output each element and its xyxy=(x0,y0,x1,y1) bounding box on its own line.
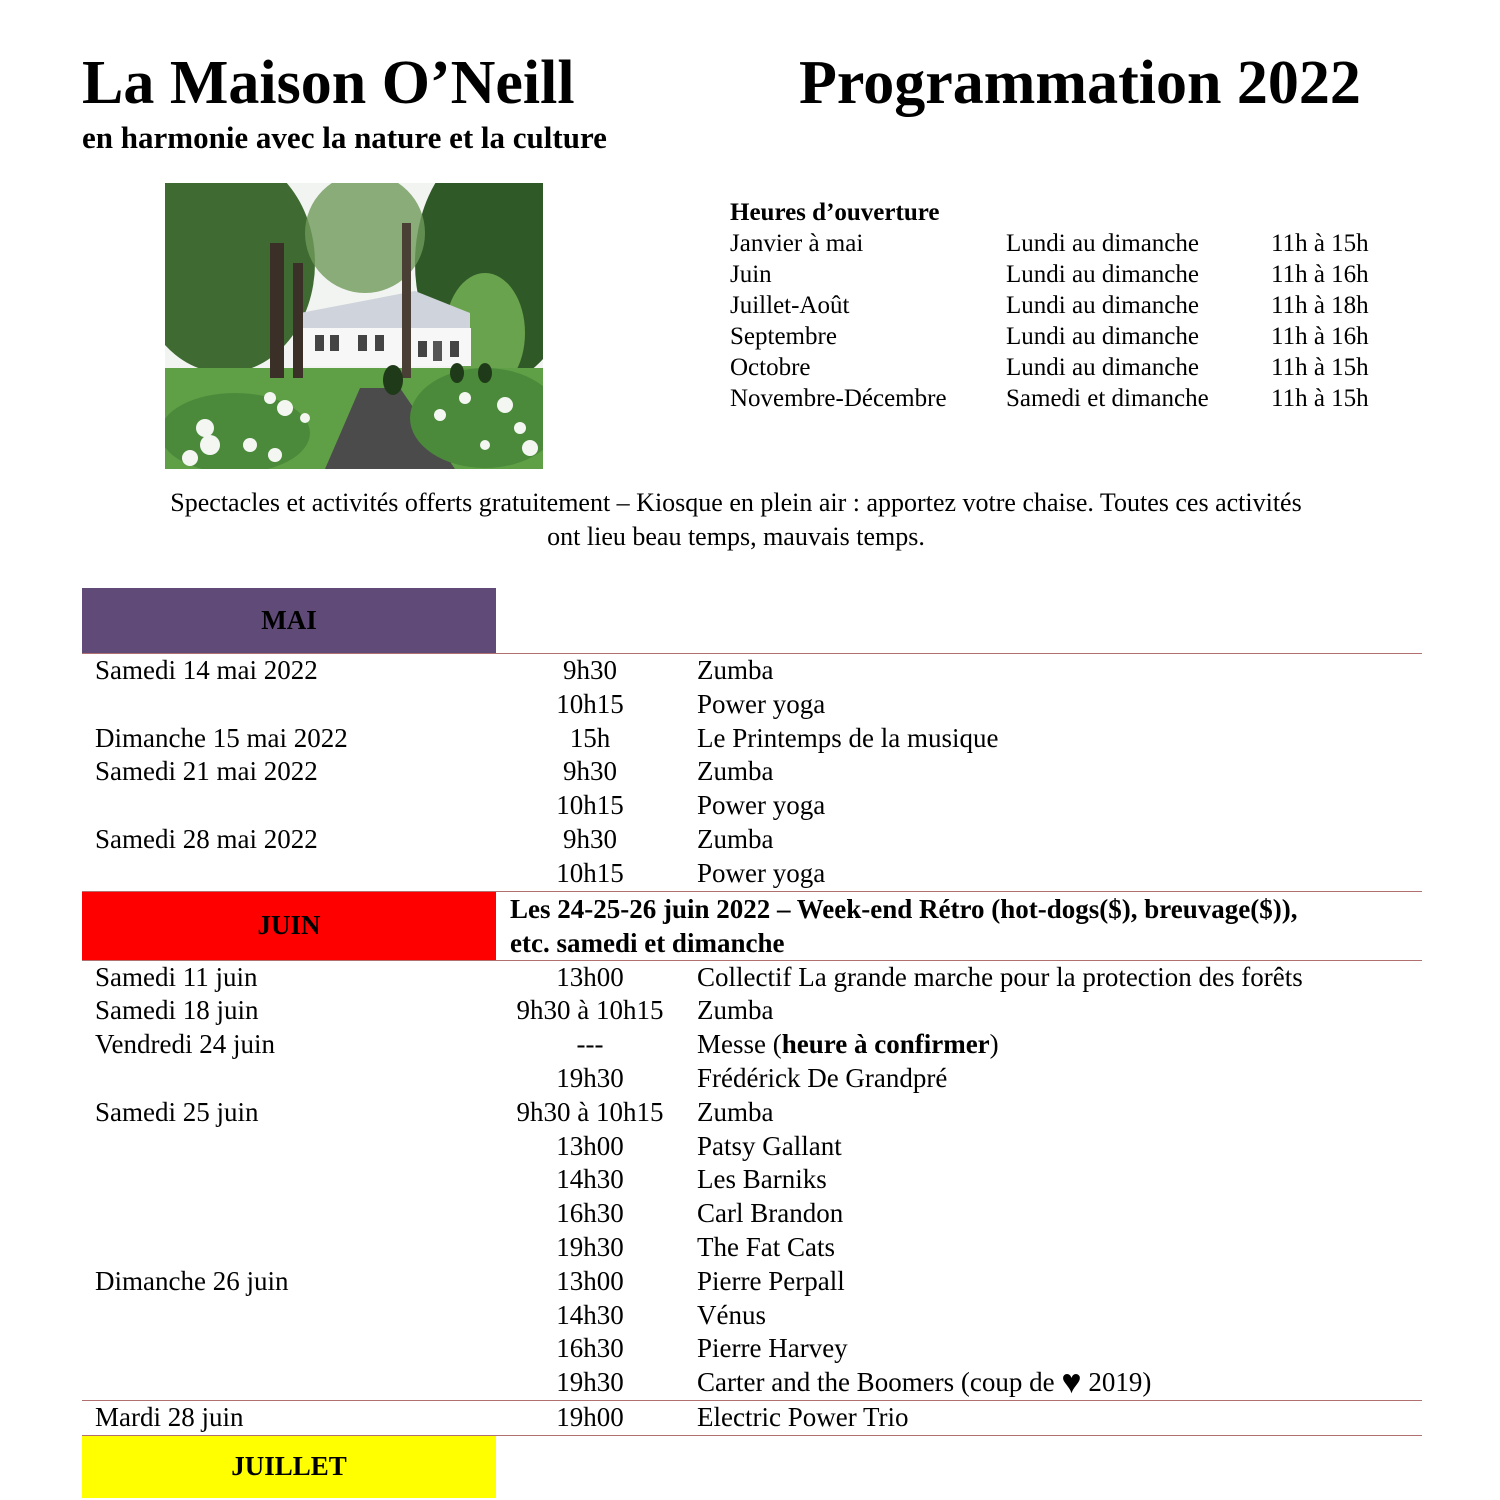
table-row xyxy=(82,1062,1422,1096)
event-time: 14h30 xyxy=(556,1164,624,1195)
event-time: 13h00 xyxy=(556,961,624,992)
event-date xyxy=(82,1062,496,1096)
event-time: 10h15 xyxy=(556,857,624,888)
event-time: 13h00 xyxy=(556,1130,624,1161)
event-time: 10h15 xyxy=(556,790,624,821)
juin-note-line-1: Les 24-25-26 juin 2022 – Week-end Rétro (hot-dogs($), breuvage($)), xyxy=(510,893,1298,924)
hours-row xyxy=(730,259,1369,290)
event-time: 19h30 xyxy=(556,1367,624,1398)
event-date xyxy=(82,1130,496,1164)
month-note-juin xyxy=(496,892,1422,960)
table-row xyxy=(82,789,1422,823)
event-date: Vendredi 24 juin xyxy=(95,1029,275,1060)
event-activity: The Fat Cats xyxy=(697,1231,835,1262)
event-activity: Zumba xyxy=(697,655,774,685)
hours-period: Juin xyxy=(730,261,772,288)
event-date xyxy=(82,789,496,823)
hours-period: Septembre xyxy=(730,323,837,350)
event-time: 16h30 xyxy=(556,1198,624,1229)
hours-days: Lundi au dimanche xyxy=(1006,323,1199,350)
hours-period: Janvier à mai xyxy=(730,230,864,257)
table-row xyxy=(82,1265,1422,1299)
event-date: Samedi 25 juin xyxy=(95,1096,259,1127)
event-activity: Power yoga xyxy=(697,857,826,888)
event-activity: Les Barniks xyxy=(697,1164,827,1195)
event-date xyxy=(82,688,496,722)
event-activity: Zumba xyxy=(697,995,774,1026)
event-activity: Electric Power Trio xyxy=(697,1401,909,1432)
event-date: Dimanche 15 mai 2022 xyxy=(95,722,348,753)
table-row xyxy=(82,1028,1422,1062)
event-time: 10h15 xyxy=(556,688,624,719)
event-activity: Pierre Perpall xyxy=(697,1265,845,1296)
event-activity: Zumba xyxy=(697,823,774,854)
page-title: La Maison O’Neill xyxy=(82,49,575,117)
event-time: 16h30 xyxy=(556,1333,624,1364)
event-date: Samedi 14 mai 2022 xyxy=(95,655,318,685)
event-time: 9h30 xyxy=(563,655,617,685)
hours-time: 11h à 15h xyxy=(1271,230,1369,257)
event-activity: Power yoga xyxy=(697,688,826,719)
event-date xyxy=(82,1163,496,1197)
opening-hours xyxy=(730,197,1369,414)
hours-row xyxy=(730,290,1369,321)
table-row xyxy=(82,1366,1422,1401)
table-row xyxy=(82,1096,1422,1130)
hours-time: 11h à 16h xyxy=(1271,261,1369,288)
program-title: Programmation 2022 xyxy=(799,49,1361,117)
notice-line-2: ont lieu beau temps, mauvais temps. xyxy=(547,522,925,551)
table-row xyxy=(82,1299,1422,1333)
event-activity: Le Printemps de la musique xyxy=(697,722,999,753)
schedule-table xyxy=(82,588,1422,1498)
table-row xyxy=(82,755,1422,789)
month-header-juillet xyxy=(82,1436,1422,1498)
event-activity: Zumba xyxy=(697,756,774,787)
event-time: --- xyxy=(576,1029,604,1060)
event-time: 19h30 xyxy=(556,1062,624,1093)
house-photo xyxy=(165,183,543,469)
event-time: 13h00 xyxy=(556,1265,624,1296)
table-row xyxy=(82,1130,1422,1164)
month-label-juillet: JUILLET xyxy=(82,1436,496,1498)
subtitle: en harmonie avec la nature et la culture xyxy=(82,120,607,155)
event-time: 14h30 xyxy=(556,1299,624,1330)
hours-days: Lundi au dimanche xyxy=(1006,230,1199,257)
table-row xyxy=(82,994,1422,1028)
notice-line-1: Spectacles et activités offerts gratuitement – Kiosque en plein air : apportez votre chaise. Toutes ces activités xyxy=(170,488,1302,517)
event-date xyxy=(82,857,496,891)
event-date xyxy=(82,1197,496,1231)
event-activity: Vénus xyxy=(697,1299,766,1330)
month-note-mai xyxy=(496,588,1422,653)
event-time: 9h30 à 10h15 xyxy=(516,995,664,1026)
hours-row xyxy=(730,352,1369,383)
hours-period: Novembre-Décembre xyxy=(730,385,947,412)
event-date: Samedi 21 mai 2022 xyxy=(95,756,318,787)
event-date xyxy=(82,1366,496,1400)
hours-row xyxy=(730,383,1369,414)
month-label-juin: JUIN xyxy=(82,892,496,960)
hours-time: 11h à 15h xyxy=(1271,385,1369,412)
table-row xyxy=(82,1163,1422,1197)
juin-note-line-2: etc. samedi et dimanche xyxy=(510,927,785,958)
month-header-juin xyxy=(82,891,1422,961)
event-activity: Patsy Gallant xyxy=(697,1130,842,1161)
event-date: Mardi 28 juin xyxy=(95,1401,244,1432)
event-time: 9h30 à 10h15 xyxy=(516,1096,664,1127)
hours-time: 11h à 15h xyxy=(1271,354,1369,381)
event-activity: Pierre Harvey xyxy=(697,1333,848,1364)
event-time: 19h30 xyxy=(556,1231,624,1262)
event-time: 19h00 xyxy=(556,1401,624,1432)
opening-hours-title: Heures d’ouverture xyxy=(730,199,940,226)
event-date xyxy=(82,1332,496,1366)
table-row xyxy=(82,654,1422,688)
event-activity: Messe (heure à confirmer) xyxy=(697,1029,999,1060)
month-header-mai xyxy=(82,588,1422,654)
table-row xyxy=(82,823,1422,857)
hours-days: Lundi au dimanche xyxy=(1006,261,1199,288)
event-activity: Carter and the Boomers (coup de ♥ 2019) xyxy=(697,1364,1152,1402)
event-date xyxy=(82,1231,496,1265)
table-row xyxy=(82,1332,1422,1366)
table-row xyxy=(82,1197,1422,1231)
table-row xyxy=(82,688,1422,722)
hours-time: 11h à 16h xyxy=(1271,323,1369,350)
hours-days: Lundi au dimanche xyxy=(1006,292,1199,319)
event-activity: Collectif La grande marche pour la protection des forêts xyxy=(697,961,1303,992)
month-note-juillet xyxy=(496,1436,1422,1498)
table-row xyxy=(82,961,1422,995)
heart-icon: ♥ xyxy=(1061,1364,1082,1402)
event-activity: Power yoga xyxy=(697,790,826,821)
event-date: Samedi 28 mai 2022 xyxy=(95,823,318,854)
hours-days: Samedi et dimanche xyxy=(1006,385,1209,412)
event-date: Dimanche 26 juin xyxy=(95,1265,289,1296)
event-date: Samedi 11 juin xyxy=(95,961,258,992)
table-row xyxy=(82,1401,1422,1436)
event-date xyxy=(82,1299,496,1333)
event-time: 15h xyxy=(569,722,611,753)
table-row xyxy=(82,1231,1422,1265)
event-time: 9h30 xyxy=(563,756,617,787)
hours-period: Octobre xyxy=(730,354,811,381)
hours-row xyxy=(730,321,1369,352)
hours-days: Lundi au dimanche xyxy=(1006,354,1199,381)
hours-time: 11h à 18h xyxy=(1271,292,1369,319)
event-activity: Carl Brandon xyxy=(697,1198,844,1229)
event-activity: Frédérick De Grandpré xyxy=(697,1062,948,1093)
event-time: 9h30 xyxy=(563,823,617,854)
table-row xyxy=(82,857,1422,891)
hours-row xyxy=(730,228,1369,259)
table-row xyxy=(82,722,1422,756)
notice-text xyxy=(82,486,1390,554)
event-activity: Zumba xyxy=(697,1096,774,1127)
event-date: Samedi 18 juin xyxy=(95,995,259,1026)
event-activity-emphasis: heure à confirmer xyxy=(781,1029,990,1060)
hours-period: Juillet-Août xyxy=(730,292,850,319)
month-label-mai: MAI xyxy=(82,588,496,653)
